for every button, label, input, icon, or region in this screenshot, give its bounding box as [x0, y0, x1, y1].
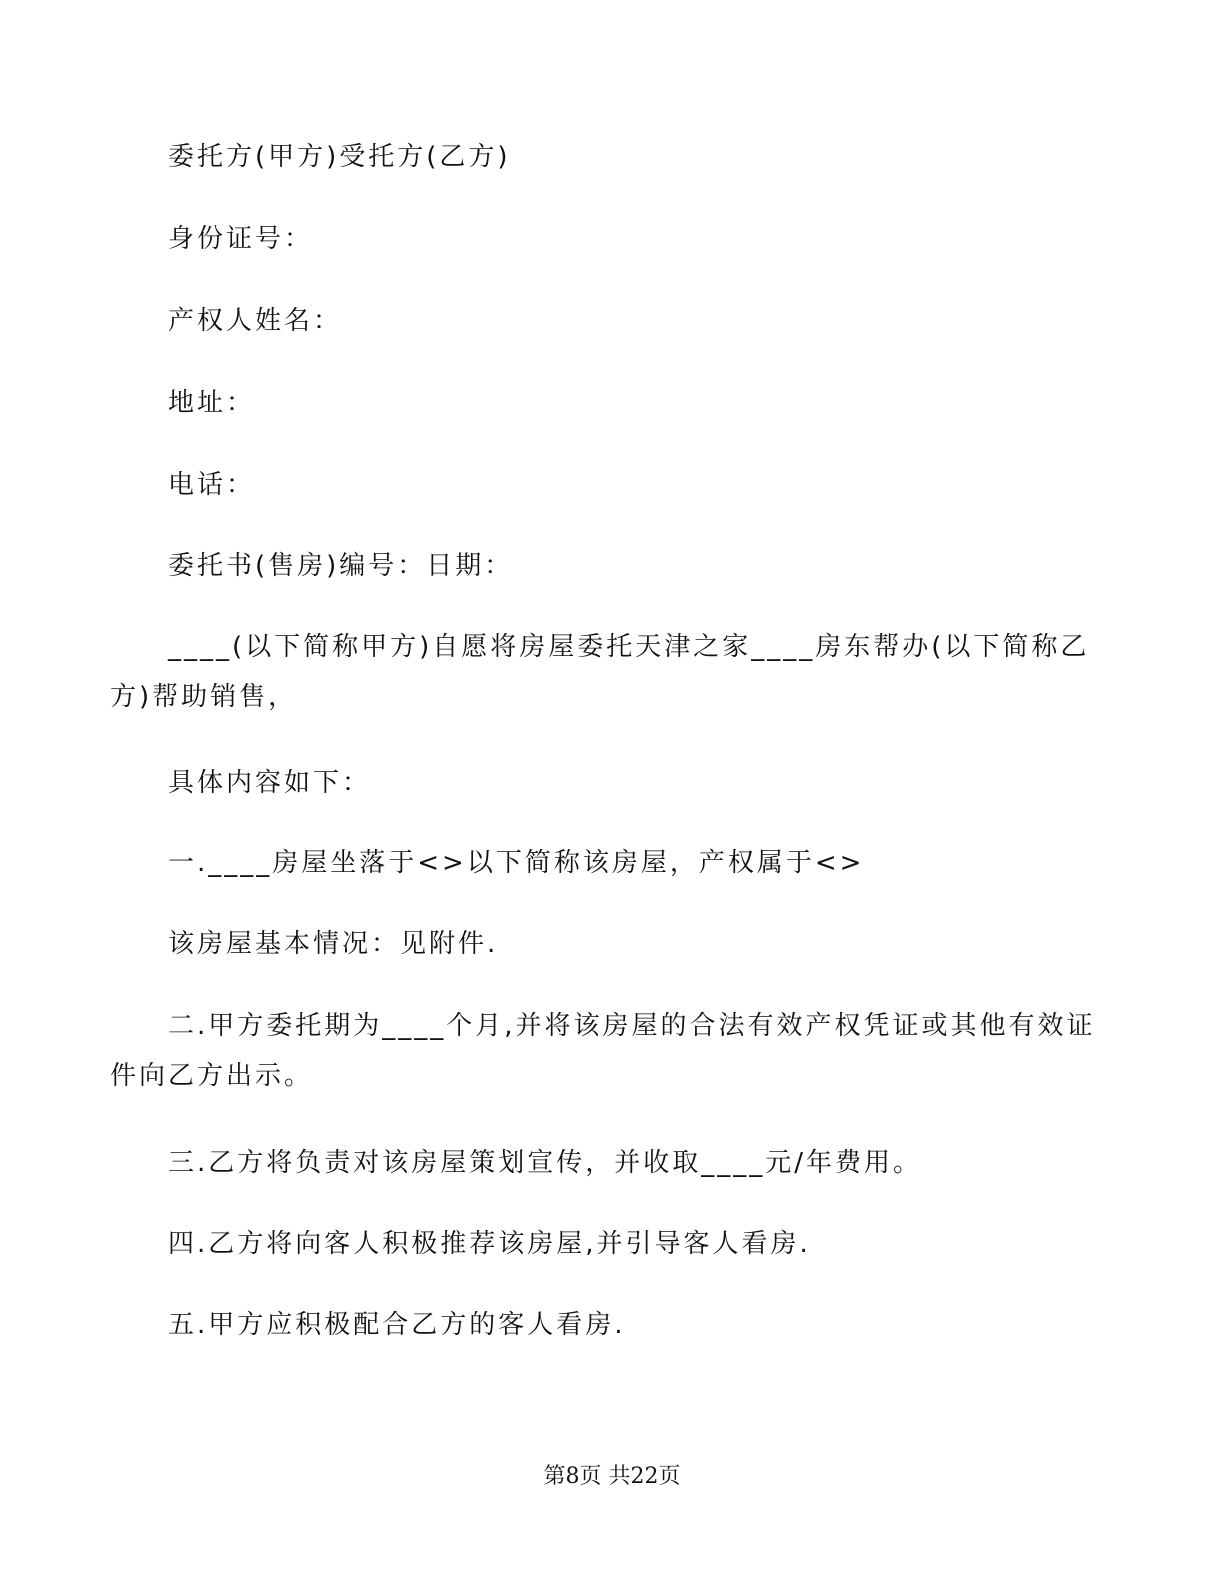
paragraph-clause-2: 二.甲方委托期为____个月,并将该房屋的合法有效产权凭证或其他有效证件向乙方出示。 [110, 1011, 1096, 1091]
paragraph-id-number: 身份证号： [168, 224, 314, 254]
paragraph-clause-4: 四.乙方将向客人积极推荐该房屋,并引导客人看房. [168, 1229, 811, 1259]
page-number-footer: 第8页 共22页 [543, 1464, 681, 1489]
paragraph-details-intro: 具体内容如下： [168, 768, 372, 798]
paragraph-entrustment-statement: ____(以下简称甲方)自愿将房屋委托天津之家____房东帮办(以下简称乙方)帮助销售， [110, 632, 1090, 712]
paragraph-owner-name: 产权人姓名： [168, 306, 343, 336]
paragraph-clause-5: 五.甲方应积极配合乙方的客人看房. [168, 1310, 626, 1340]
paragraph-property-info: 该房屋基本情况：见附件. [168, 929, 499, 959]
paragraph-address: 地址： [168, 388, 256, 418]
paragraph-clause-3: 三.乙方将负责对该房屋策划宣传，并收取____元/年费用。 [168, 1148, 923, 1178]
paragraph-parties: 委托方(甲方)受托方(乙方) [168, 142, 511, 172]
paragraph-clause-1: 一.____房屋坐落于<>以下简称该房屋，产权属于<> [168, 848, 865, 878]
paragraph-phone: 电话： [168, 470, 256, 500]
paragraph-entrustment-number: 委托书(售房)编号：日期： [168, 551, 514, 581]
